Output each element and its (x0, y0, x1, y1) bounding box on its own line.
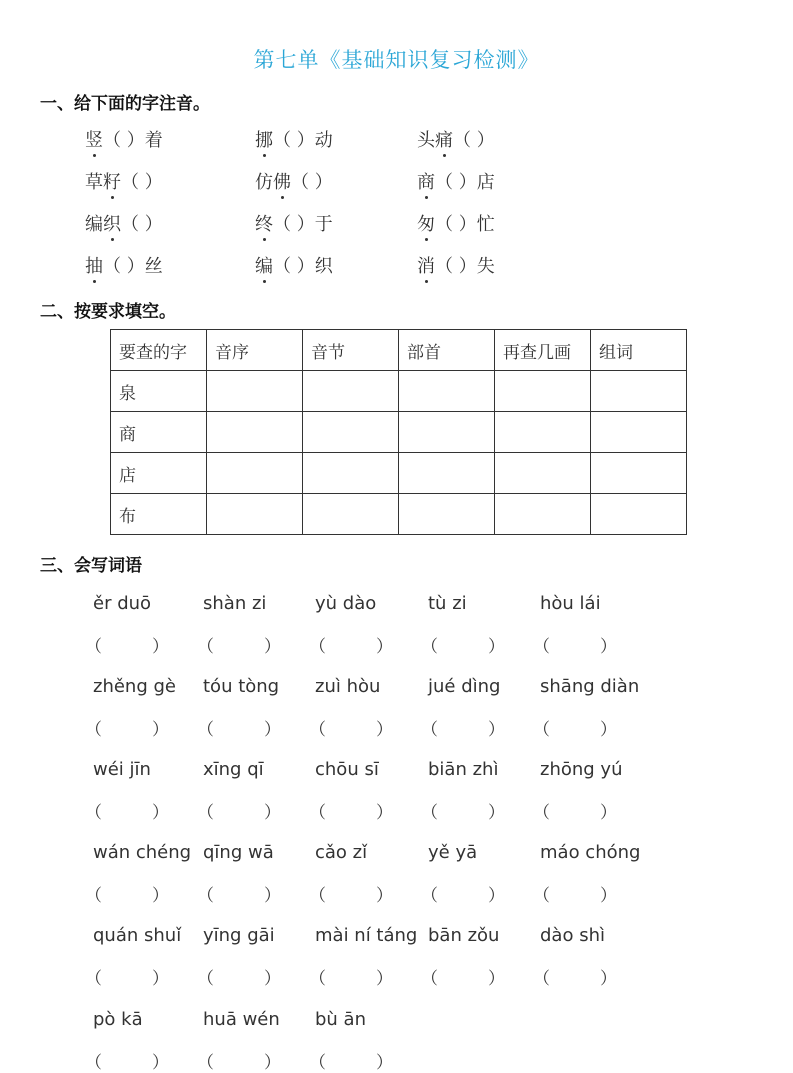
bracket-close: ） (488, 803, 505, 823)
section-2-title: 二、按要求填空。 (40, 302, 176, 322)
bracket-open: （ (197, 1053, 214, 1073)
pinyin-item (417, 210, 495, 236)
bracket-close: ） (264, 720, 281, 740)
answer-cell[interactable] (495, 453, 591, 494)
target-character: 挪 (255, 126, 273, 152)
bracket-open: （ (197, 720, 214, 740)
answer-bracket[interactable] (197, 964, 281, 989)
table-char-cell: 泉 (111, 371, 207, 412)
bracket-open: （ (197, 803, 214, 823)
answer-blank[interactable]: （ ）织 (273, 256, 333, 277)
answer-blank[interactable]: （ ）着 (103, 130, 163, 151)
bracket-open: （ (421, 720, 438, 740)
answer-cell[interactable] (495, 494, 591, 535)
pinyin-word: quán shuǐ (93, 925, 182, 946)
pinyin-word: chōu sī (315, 759, 379, 780)
answer-cell[interactable] (303, 371, 399, 412)
bracket-close: ） (376, 720, 393, 740)
pinyin-word: tù zi (428, 593, 467, 614)
answer-bracket[interactable] (309, 881, 393, 906)
answer-bracket[interactable] (85, 1048, 169, 1073)
bracket-close: ） (488, 886, 505, 906)
bracket-open: （ (85, 720, 102, 740)
bracket-open: （ (85, 637, 102, 657)
answer-blank[interactable]: （ ）动 (273, 130, 333, 151)
answer-bracket[interactable] (197, 715, 281, 740)
answer-bracket[interactable] (85, 632, 169, 657)
bracket-open: （ (85, 969, 102, 989)
answer-cell[interactable] (399, 412, 495, 453)
bracket-open: （ (85, 803, 102, 823)
section-3-title: 三、会写词语 (40, 556, 142, 576)
pinyin-item (85, 168, 163, 194)
table-header-row (111, 330, 687, 371)
answer-bracket[interactable] (533, 632, 617, 657)
answer-blank[interactable]: （ ）丝 (103, 256, 163, 277)
bracket-close: ） (152, 1053, 169, 1073)
item-text: 头 (417, 130, 435, 151)
table-row (111, 453, 687, 494)
answer-blank[interactable]: （ ） (453, 130, 495, 151)
answer-blank[interactable]: （ ）于 (273, 214, 333, 235)
answer-cell[interactable] (591, 412, 687, 453)
answer-bracket[interactable] (421, 964, 505, 989)
pinyin-word: shàn zi (203, 593, 267, 614)
bracket-open: （ (85, 886, 102, 906)
pinyin-word: wéi jīn (93, 759, 151, 780)
pinyin-word: zuì hòu (315, 676, 381, 697)
answer-cell[interactable] (207, 453, 303, 494)
answer-bracket[interactable] (85, 881, 169, 906)
pinyin-word: cǎo zǐ (315, 842, 368, 863)
bracket-open: （ (309, 637, 326, 657)
table-header-cell: 要查的字 (111, 330, 207, 371)
bracket-open: （ (421, 969, 438, 989)
target-character: 消 (417, 252, 435, 278)
pinyin-word: yīng gāi (203, 925, 275, 946)
answer-bracket[interactable] (309, 1048, 393, 1073)
bracket-close: ） (376, 969, 393, 989)
bracket-close: ） (600, 969, 617, 989)
target-character: 籽 (103, 168, 121, 194)
bracket-open: （ (533, 803, 550, 823)
pinyin-item (85, 210, 163, 236)
bracket-close: ） (152, 886, 169, 906)
bracket-close: ） (264, 637, 281, 657)
pinyin-word: ěr duō (93, 593, 152, 614)
bracket-open: （ (309, 1053, 326, 1073)
pinyin-word: wán chéng (93, 842, 192, 863)
table-char-cell: 布 (111, 494, 207, 535)
pinyin-word: dào shì (540, 925, 605, 946)
answer-bracket[interactable] (85, 964, 169, 989)
answer-cell[interactable] (591, 494, 687, 535)
bracket-close: ） (152, 637, 169, 657)
pinyin-word: zhěng gè (93, 676, 176, 697)
answer-bracket[interactable] (533, 881, 617, 906)
bracket-close: ） (264, 969, 281, 989)
target-character: 竖 (85, 126, 103, 152)
pinyin-word: mài ní táng (315, 925, 418, 946)
answer-cell[interactable] (591, 371, 687, 412)
pinyin-word: biān zhì (428, 759, 499, 780)
answer-blank[interactable]: （ ）店 (435, 172, 495, 193)
answer-cell[interactable] (399, 371, 495, 412)
bracket-open: （ (421, 637, 438, 657)
pinyin-item (417, 252, 495, 278)
bracket-open: （ (309, 720, 326, 740)
answer-cell[interactable] (207, 371, 303, 412)
pinyin-word: xīng qī (203, 759, 264, 780)
table-row (111, 412, 687, 453)
answer-bracket[interactable] (197, 798, 281, 823)
bracket-close: ） (376, 637, 393, 657)
answer-cell[interactable] (399, 494, 495, 535)
answer-bracket[interactable] (421, 632, 505, 657)
pinyin-item (417, 126, 495, 152)
answer-blank[interactable]: （ ） (121, 214, 163, 235)
answer-cell[interactable] (303, 494, 399, 535)
bracket-close: ） (376, 1053, 393, 1073)
answer-blank[interactable]: （ ） (121, 172, 163, 193)
bracket-open: （ (533, 969, 550, 989)
bracket-open: （ (309, 969, 326, 989)
answer-cell[interactable] (495, 371, 591, 412)
answer-blank[interactable]: （ ） (291, 172, 333, 193)
pinyin-word: máo chóng (540, 842, 641, 863)
pinyin-word: shāng diàn (540, 676, 640, 697)
bracket-open: （ (197, 886, 214, 906)
pinyin-word: huā wén (203, 1009, 280, 1030)
answer-blank[interactable]: （ ）忙 (435, 214, 495, 235)
item-text: 仿 (255, 172, 273, 193)
bracket-close: ） (264, 803, 281, 823)
bracket-close: ） (488, 637, 505, 657)
bracket-open: （ (533, 886, 550, 906)
answer-cell[interactable] (303, 412, 399, 453)
pinyin-word: yù dào (315, 593, 377, 614)
bracket-close: ） (600, 886, 617, 906)
target-character: 佛 (273, 168, 291, 194)
table-header-cell: 部首 (399, 330, 495, 371)
answer-cell[interactable] (399, 453, 495, 494)
bracket-close: ） (488, 720, 505, 740)
pinyin-word: tóu tòng (203, 676, 280, 697)
bracket-open: （ (309, 886, 326, 906)
pinyin-word: yě yā (428, 842, 478, 863)
target-character: 商 (417, 168, 435, 194)
bracket-close: ） (488, 969, 505, 989)
bracket-close: ） (600, 803, 617, 823)
answer-bracket[interactable] (85, 798, 169, 823)
bracket-close: ） (264, 886, 281, 906)
bracket-open: （ (533, 720, 550, 740)
section-1-title: 一、给下面的字注音。 (40, 94, 210, 114)
table-row (111, 371, 687, 412)
answer-bracket[interactable] (421, 798, 505, 823)
pinyin-item (85, 126, 163, 152)
bracket-close: ） (152, 803, 169, 823)
answer-bracket[interactable] (421, 881, 505, 906)
answer-bracket[interactable] (533, 715, 617, 740)
pinyin-item (417, 168, 495, 194)
answer-bracket[interactable] (197, 632, 281, 657)
table-row (111, 494, 687, 535)
pinyin-item (85, 252, 163, 278)
target-character: 痛 (435, 126, 453, 152)
pinyin-item (255, 126, 333, 152)
pinyin-word: zhōng yú (540, 759, 623, 780)
bracket-open: （ (533, 637, 550, 657)
bracket-open: （ (309, 803, 326, 823)
pinyin-word: qīng wā (203, 842, 274, 863)
answer-cell[interactable] (207, 494, 303, 535)
pinyin-word: pò kā (93, 1009, 143, 1030)
target-character: 匆 (417, 210, 435, 236)
target-character: 编 (255, 252, 273, 278)
answer-bracket[interactable] (197, 881, 281, 906)
pinyin-word: bān zǒu (428, 925, 500, 946)
target-character: 织 (103, 210, 121, 236)
bracket-open: （ (197, 969, 214, 989)
bracket-close: ） (152, 720, 169, 740)
bracket-close: ） (152, 969, 169, 989)
bracket-close: ） (264, 1053, 281, 1073)
table-header-cell: 组词 (591, 330, 687, 371)
answer-blank[interactable]: （ ）失 (435, 256, 495, 277)
answer-bracket[interactable] (197, 1048, 281, 1073)
target-character: 抽 (85, 252, 103, 278)
table-char-cell: 店 (111, 453, 207, 494)
table-header-cell: 音序 (207, 330, 303, 371)
table-header-cell: 音节 (303, 330, 399, 371)
pinyin-word: bù ān (315, 1009, 366, 1030)
item-text: 编 (85, 214, 103, 235)
answer-bracket[interactable] (309, 715, 393, 740)
pinyin-word: jué dìng (428, 676, 501, 697)
answer-bracket[interactable] (85, 715, 169, 740)
answer-cell[interactable] (591, 453, 687, 494)
bracket-open: （ (85, 1053, 102, 1073)
target-character: 终 (255, 210, 273, 236)
bracket-close: ） (600, 637, 617, 657)
bracket-close: ） (376, 803, 393, 823)
dictionary-lookup-table (110, 329, 687, 535)
item-text: 草 (85, 172, 103, 193)
answer-cell[interactable] (207, 412, 303, 453)
answer-bracket[interactable] (309, 964, 393, 989)
answer-cell[interactable] (303, 453, 399, 494)
answer-bracket[interactable] (533, 964, 617, 989)
table-header-cell: 再查几画 (495, 330, 591, 371)
pinyin-word: hòu lái (540, 593, 601, 614)
answer-bracket[interactable] (309, 632, 393, 657)
answer-bracket[interactable] (421, 715, 505, 740)
pinyin-item (255, 168, 333, 194)
pinyin-item (255, 252, 333, 278)
bracket-close: ） (376, 886, 393, 906)
answer-cell[interactable] (495, 412, 591, 453)
answer-bracket[interactable] (309, 798, 393, 823)
bracket-open: （ (197, 637, 214, 657)
page-title: 第七单《基础知识复习检测》 (253, 48, 540, 72)
table-char-cell: 商 (111, 412, 207, 453)
bracket-open: （ (421, 803, 438, 823)
answer-bracket[interactable] (533, 798, 617, 823)
pinyin-item (255, 210, 333, 236)
bracket-close: ） (600, 720, 617, 740)
bracket-open: （ (421, 886, 438, 906)
